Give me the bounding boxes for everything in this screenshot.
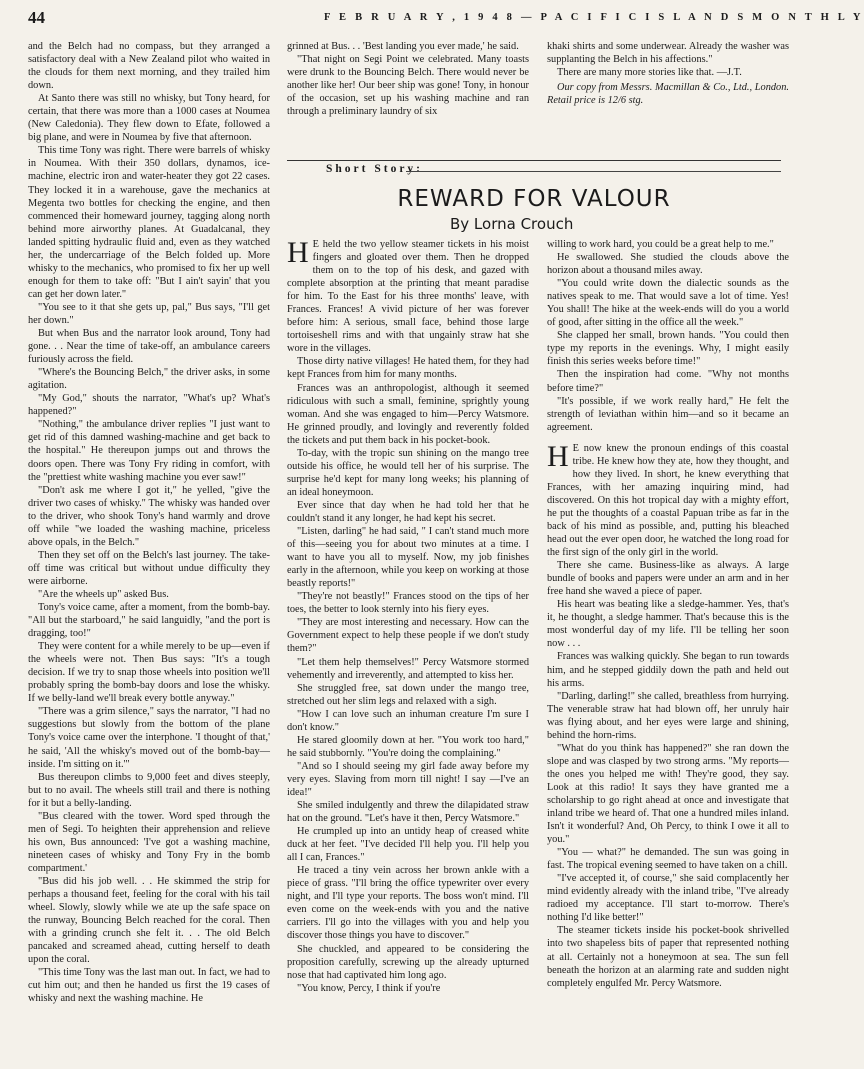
paragraph: "My God," shouts the narrator, "What's up? What's happened?" [28, 393, 270, 418]
paragraph: "Bus cleared with the tower. Word sped through the men of Segi. To heighten their apprehension and relieve his own, Bus announced: 'I've got a washing machine, nineteen cases of whisky and Tony Fry in the bomb compartment.' [28, 810, 270, 874]
paragraph: "You could write down the dialectic sounds as the natives speak to me. That would save a lot of time. Yes! You shall! The hike at the week-ends will do you a world of good, after sitting in the office all the week." [547, 278, 789, 329]
paragraph: Those dirty native villages! He hated them, for they had kept Frances from him for many months. [287, 356, 529, 381]
story-byline: By Lorna Crouch [450, 215, 574, 233]
drop-cap: H [547, 439, 569, 473]
paragraph: willing to work hard, you could be a great help to me." [547, 239, 774, 250]
paragraph: He crumpled up into an untidy heap of creased white duck at her feet. "I've decided I'll help you. I'll help you all I can, Frances." [287, 826, 529, 864]
paragraph: "I've accepted it, of course," she said complacently her mind evidently already with the inland tribe, "I've already radioed my acceptance. I'll start to-morrow. There's nothing I'd like better!" [547, 873, 789, 924]
paragraph: "Where's the Bouncing Belch," the driver asks, in some agitation. [28, 367, 270, 392]
paragraph: "Darling, darling!" she called, breathless from hurrying. The venerable straw hat had blown off, her unruly hair was flying about, and her eyes were large and shining, behind the horn-rims. [547, 690, 789, 741]
paragraph: Ever since that day when he had told her that he couldn't stand it any longer, he had kept his secret. [287, 499, 529, 524]
paragraph: She chuckled, and appeared to be considering the proposition carefully, screwing up the already upturned nose that had captivated him long ago. [287, 943, 529, 981]
column-1 [28, 40, 270, 1065]
paragraph: Frances was an anthropologist, although it seemed ridiculous with such a small, feminine, sprightly young woman. And she was engaged to him—Percy Watsmore. He grinned proudly, and lovingly and reverently folded the tickets and put them back in his pocket-book. [287, 382, 529, 446]
page-number: 44 [28, 8, 45, 27]
column-2-story [287, 238, 529, 1066]
drop-cap: H [287, 236, 309, 269]
paragraph: To-day, with the tropic sun shining on the mango tree outside his office, he would tell her of his surprise. The surprise he'd kept for many long weeks; his planning of an ideal honeymoon. [287, 447, 529, 498]
page-header [28, 8, 864, 30]
paragraph: "Let them help themselves!" Percy Watsmore stormed vehemently and irreverently, and attempted to kiss her. [287, 656, 529, 681]
paragraph: "How I can love such an inhuman creature I'm sure I don't know." [287, 708, 529, 733]
paragraph: "Nothing," the ambulance driver replies "I just want to get rid of this damned washing-machine and get back to the hospital." He thereupon jumps out and throws the doors open. There was Tony Fry riding in comfort, with the "prettiest white washing machine you ever saw!" [28, 419, 270, 483]
paragraph: Tony's voice came, after a moment, from the bomb-bay. "All but the starboard," he said languidly, "and the port is dragging, too!" [28, 602, 270, 640]
column-3-story [547, 238, 789, 1066]
paragraph: "Bus did his job well. . . He skimmed the strip for perhaps a thousand feet, feeling for the coral with his tail wheel. Slowly, slowly while we ate up the safe space on the runway, Bouncing Belch reached for the coral. Then with a grinding crunch she felt it. . . The old Belch pancaked and screamed ahead, cutting herself to death upon the coral. [28, 876, 270, 966]
paragraph: There she came. Business-like as always. A large bundle of books and papers were under an arm and in her free hand she waved a piece of paper. [547, 560, 789, 598]
paragraph: But when Bus and the narrator look around, Tony had gone. . . Near the time of take-off, an ambulance careers furiously across the field. [28, 328, 270, 366]
paragraph: They were content for a while merely to be up—even if the wheels were not. Then Bus says: "It's a tough decision. If we try to snap those wheels into position we'll probably spring the bomb-bay doors and lose the whisky. If we belly-land we'll break every bottle anyway." [28, 641, 270, 705]
paragraph: This time Tony was right. There were barrels of whisky in Noumea. With their 350 dollars, dynamos, ice-machine, electric iron and water-heater they got 22 cases. They locked it in a warehouse, gave the mechanics at Megenta two bottles for checking the engine, and then commenced their homeward journey, tagging along north behind more airworthy planes. At Guadalcanal, they landed spitting hydraulic fluid and, even as they watched her, the undercarriage of the Belch folded up. More whisky to the mechanics, who promised to fix her up well enough for them to take off: "But I ain't sayin' that you can get her down later." [28, 145, 270, 300]
paragraph: "They're not beastly!" Frances stood on the tips of her toes, the better to look sternly into his fiery eyes. [287, 591, 529, 616]
story-label: Short Story: [326, 163, 424, 175]
paragraph: and the Belch had no compass, but they arranged a satisfactory deal with a New Zealand pilot who waited in the clouds for them next morning, and they trailed him down. [28, 41, 270, 92]
paragraph: Then the inspiration had come. "Why not months before time?" [547, 369, 789, 394]
paragraph: He stared gloomily down at her. "You work too hard," he said stubbornly. "You're doing the complaining." [287, 734, 529, 759]
paragraph: She clapped her small, brown hands. "You could then type my reports in the evenings. Why, I might easily finish this series weeks before time!" [547, 330, 789, 368]
credit-note: Our copy from Messrs. Macmillan & Co., Ltd., London. Retail price is 12/6 stg. [547, 82, 789, 107]
paragraph: The steamer tickets inside his pocket-book shrivelled into two shapeless bits of paper that represented nothing at all. Certainly not a honeymoon at sea. The sun fell beneath the horizon at an alarming rate and sudden night completely engulfed Mr. Percy Watsmore. [547, 925, 789, 989]
paragraph: Frances was walking quickly. She began to run towards him, and he stepped giddily down the path and held out his arms. [547, 651, 789, 689]
paragraph: "That night on Segi Point we celebrated. Many toasts were drunk to the Bouncing Belch. There would never be another like her! Our beer ship was gone! Tony, in honour of the occasion, set up his washing machine and ran through a preliminary laundry of six [287, 54, 529, 118]
paragraph: "There was a grim silence," says the narrator, "I had no suggestions but slowly from the bottom of the plane Tony's voice came over the interphone. 'I thought of that,' he said, 'All the whisky's moved out of the bomb-bay—inside. I'm sitting on it.'" [28, 706, 270, 770]
paragraph: He traced a tiny vein across her brown ankle with a piece of grass. "I'll bring the office typewriter over every night, and I'll type your reports. The boss won't mind. I'll even come on the week-ends with you and the native carriers. I'll go into the villages with you and help you discover those things you have to discover." [287, 865, 529, 942]
paragraph: "Don't ask me where I got it," he yelled, "give the driver two cases of whisky." The whisky was handed over to the driver, who shook Tony's hand warmly and drove off while "we loaded the washing machine, priceless above opals, in the Belch." [28, 484, 270, 548]
paragraph: "They are most interesting and necessary. How can the Government expect to help these people if we don't study them?" [287, 617, 529, 655]
paragraph: "Are the wheels up" asked Bus. [38, 588, 169, 600]
paragraph: He swallowed. She studied the clouds above the horizon about a thousand miles away. [547, 252, 789, 277]
column-3-top [547, 40, 789, 152]
paragraph: Then they set off on the Belch's last journey. The take-off time was critical but without undue difficulty they were airborne. [28, 549, 270, 587]
paragraph: "You know, Percy, I think if you're [297, 982, 441, 994]
paragraph: grinned at Bus. . . 'Best landing you ever made,' he said. [287, 41, 519, 52]
paragraph: "It's possible, if we work really hard," He felt the strength of leviathan within him—and so it became an agreement. [547, 395, 789, 433]
paragraph: Bus thereupon climbs to 9,000 feet and dives steeply, but to no avail. The wheels still trail and there is nothing for it but a belly-landing. [28, 771, 270, 809]
paragraph: H E now knew the pronoun endings of this coastal tribe. He knew how they ate, how they thought, and how they lived. In short, he knew everything that Frances, with her amazing inquiring mind, had discovered. On this hot tropical day with a mighty effort, he put the thoughts of a coastal Papuan tribe as far in the back of his mind as possible, and, putting his bleached head out the ever open door, he watched the long road for the first sign of the only girl in the world. [547, 439, 789, 559]
paragraph: "You see to it that she gets up, pal," Bus says, "I'll get her down." [28, 301, 270, 326]
story-label-rule [406, 171, 781, 172]
paragraph: H E held the two yellow steamer tickets in his moist fingers and gloated over them. Then he dropped them on to the top of his desk, and gazed with complete absorption at the printing that meant paradise for him. To the East for his three months' leave, with Frances. Frances! A vivid picture of her was forever before him: A serious, small face, behind those large tortoiseshell rims and with that ungainly straw hat she wore in the villages. [287, 236, 529, 355]
column-2-top [287, 40, 529, 152]
paragraph: She smiled indulgently and threw the dilapidated straw hat on the ground. "Let's have it then, Percy Watsmore." [287, 800, 529, 825]
section-divider [287, 160, 781, 161]
paragraph: His heart was beating like a sledge-hammer. Yes, that's it, he thought, a sledge hammer. That's because this is the most wonderful day of my life. I'll be telling her soon now . . . [547, 599, 789, 650]
paragraph: "And so I should seeing my girl fade away before my very eyes. Slaving from morn till night! I say —I've an idea!" [287, 760, 529, 798]
running-title: F E B R U A R Y , 1 9 4 8 — P A C I F I C I S L A N D S M O N T H L Y [324, 12, 864, 23]
paragraph: There are many more stories like that. —J.T. [557, 67, 742, 79]
paragraph: She struggled free, sat down under the mango tree, stretched out her slim legs and relaxed with a sigh. [287, 682, 529, 707]
paragraph: At Santo there was still no whisky, but Tony heard, for certain, that there was more than a 1000 cases at Noumea (New Caledonia). They flew down to Efate, followed a big plane, and were in Noumea by five that afternoon. [28, 93, 270, 144]
paragraph: "You — what?" he demanded. The sun was going in fast. The tropical evening seemed to have taken on a chill. [547, 847, 789, 872]
story-title: REWARD FOR VALOUR [397, 186, 671, 212]
paragraph: "This time Tony was the last man out. In fact, we had to cut him out; and then he handed us first the 19 cases of whisky and next the washing machine. He [28, 967, 270, 1005]
paragraph: "Listen, darling" he had said, " I can't stand much more of this—seeing you for about two minutes at a time. I want to have you all to myself. Now, my job finishes early in the afternoon, while you keep on working at those beastly reports!" [287, 526, 529, 590]
paragraph: "What do you think has happened?" she ran down the slope and was clasped by two strong arms. "My reports—the ones you helped me with! They're good, they say. Look at this radio! It says they have granted me a scholarship to go right ahead at once and investigate that inland tribe we heard of. That one a hundred miles inland. Isn't it wonderful? And, Oh Percy, to think I owe it all to you." [547, 742, 789, 846]
paragraph: khaki shirts and some underwear. Already the washer was supplanting the Belch in his affections." [547, 41, 789, 66]
